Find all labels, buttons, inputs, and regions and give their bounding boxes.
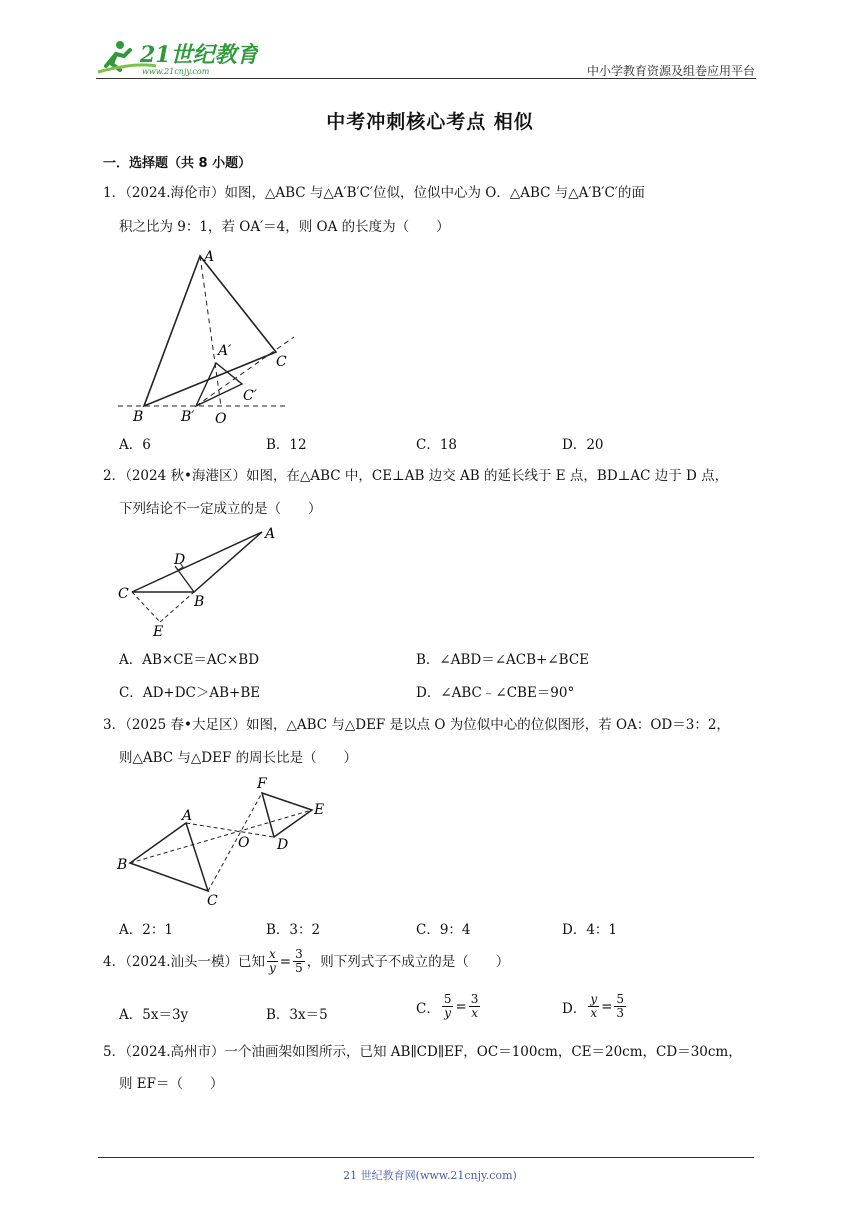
question-2-line1: 2．（2024 秋•海港区）如图，在△ABC 中，CE⊥AB 边交 AB 的延长线于 E 点，BD⊥AC 边于 D 点， [103, 468, 729, 484]
question-3-line2: 则△ABC 与△DEF 的周长比是（ ） [119, 750, 358, 766]
svg-text:C: C [118, 586, 129, 602]
svg-text:21世纪教育: 21世纪教育 [140, 42, 258, 68]
q2-option-c: C．AD+DC＞AB+BE [119, 685, 261, 701]
q2-option-d: D．∠ABC﹣∠CBE＝90° [416, 685, 575, 701]
svg-text:D: D [174, 552, 186, 568]
question-2-line2: 下列结论不一定成立的是（ ） [119, 501, 322, 517]
q2-option-b: B．∠ABD＝∠ACB+∠BCE [416, 652, 590, 668]
svg-text:B: B [117, 857, 128, 873]
svg-text:D: D [277, 837, 289, 853]
svg-text:A: A [265, 526, 276, 542]
question-5-line1: 5．（2024.高州市）一个油画架如图所示，已知 AB∥CD∥EF，OC＝100cm，CE＝20cm，CD＝30cm， [103, 1044, 742, 1060]
svg-text:O: O [238, 835, 250, 851]
svg-text:A: A [182, 808, 193, 824]
question-1-line1: 1．（2024.海伦市）如图，△ABC 与△A′B′C′位似，位似中心为 O．△ABC 与△A′B′C′的面 [103, 185, 645, 201]
svg-text:O: O [215, 411, 227, 427]
svg-text:B: B [194, 594, 205, 610]
svg-text:C′: C′ [243, 388, 257, 404]
logo-runner-icon [96, 36, 258, 78]
svg-text:B′: B′ [181, 409, 195, 425]
figure-2 [116, 522, 281, 642]
q4-option-c: C． $\frac{5}{y}$ = $\frac{3}{x}$ [416, 992, 479, 1020]
svg-text:E: E [153, 624, 164, 640]
question-1-line2: 积之比为 9：1，若 OA′＝4，则 OA 的长度为（ ） [119, 219, 450, 235]
q4-suffix: ，则下列式子不成立的是（ ） [306, 953, 510, 970]
brand-logo [96, 36, 258, 78]
svg-text:F: F [257, 776, 267, 792]
svg-text:C: C [276, 354, 287, 370]
footer-link[interactable]: 21 世纪教育网(www.21cnjy.com) [343, 1169, 517, 1182]
page-title: 中考冲刺核心考点 相似 [326, 111, 534, 133]
question-3-line1: 3．（2025 春•大足区）如图，△ABC 与△DEF 是以点 O 为位似中心的位似图形，若 OA：OD＝3：2， [103, 717, 730, 733]
section-heading: 一．选择题（共 8 小题） [103, 156, 252, 171]
q1-option-c: C．18 [416, 437, 458, 453]
svg-text:A′: A′ [218, 343, 232, 359]
q1-option-a: A．6 [119, 437, 151, 453]
header-platform-text: 中小学教育资源及组卷应用平台 [586, 64, 755, 78]
q4-option-b: B．3x＝5 [266, 1007, 328, 1023]
q4-prefix: 4．（2024.汕头一模）已知 [103, 953, 265, 970]
figure-1 [118, 245, 298, 427]
svg-text:E: E [314, 802, 325, 818]
footer-divider [98, 1157, 754, 1158]
svg-text:B: B [133, 409, 144, 425]
q4-option-a: A．5x＝3y [119, 1007, 189, 1023]
q4-option-d: D． $\frac{y}{x}$ = $\frac{5}{3}$ [562, 992, 625, 1020]
q4-fraction-lhs: $\frac{x}{y}$ [269, 947, 276, 975]
figure-3 [116, 772, 331, 910]
q4-fraction-rhs: $\frac{3}{5}$ [295, 947, 303, 975]
q3-option-c: C．9：4 [416, 922, 471, 938]
q1-option-b: B．12 [266, 437, 307, 453]
svg-text:C: C [207, 893, 218, 909]
q3-option-d: D．4：1 [562, 922, 618, 938]
svg-text:www.21cnjy.com: www.21cnjy.com [142, 67, 210, 76]
q3-option-b: B．3：2 [266, 922, 321, 938]
q1-option-d: D．20 [562, 437, 604, 453]
q2-option-a: A．AB×CE＝AC×BD [119, 652, 260, 668]
header-divider [96, 78, 756, 79]
question-4-line: 4．（2024.汕头一模）已知 $\frac{x}{y}$ = $\frac{3}{5}$ ，则下列式子不成立的是（ ） [103, 947, 510, 975]
svg-text:A: A [204, 249, 215, 265]
question-5-line2: 则 EF＝（ ） [119, 1076, 224, 1092]
q3-option-a: A．2：1 [119, 922, 173, 938]
